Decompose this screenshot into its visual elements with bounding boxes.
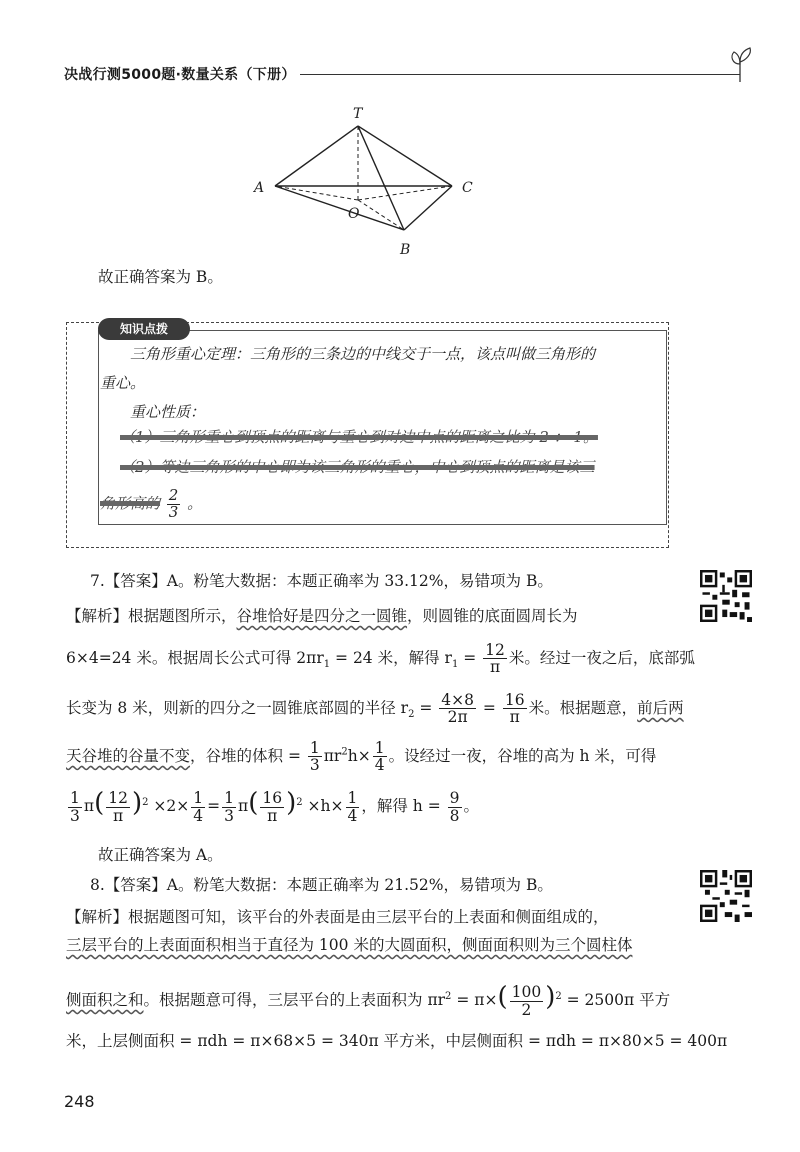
- q7-a3-wavy: 前后两: [637, 698, 684, 717]
- frac-den: 2π: [447, 708, 468, 727]
- frac-den: 4: [374, 756, 385, 775]
- label-a: A: [254, 180, 265, 196]
- q7-a2-sub-2: 1: [451, 658, 459, 670]
- q7-a4a: ，谷堆的体积 =: [190, 746, 306, 765]
- q7-frac-r2b: [503, 692, 527, 726]
- frac-den: π: [509, 708, 520, 727]
- tip-line-6-end: 。: [187, 494, 203, 513]
- frac-num: 12: [485, 641, 505, 659]
- q8-b3b: = π×: [451, 991, 498, 1009]
- edge-ab: [275, 186, 404, 230]
- q7-a3b: =: [414, 698, 438, 717]
- tip-line-6: [100, 488, 202, 521]
- qr-code-icon[interactable]: [700, 870, 752, 922]
- q7-a4-wavy: 天谷堆的谷量不变: [66, 746, 191, 765]
- tip-badge: 知识点拨: [98, 318, 190, 340]
- q7-a2d: 米。经过一夜之后，底部弧: [508, 648, 695, 667]
- q8-b3c: = 2500π 平方: [561, 991, 671, 1009]
- q7-frac-quarter: [373, 740, 387, 774]
- frac-num: 4×8: [441, 691, 474, 709]
- frac-den: 3: [309, 756, 320, 775]
- q8-b2-wavy: 三层平台的上表面面积相当于直径为 100 米的大圆面积，侧面面积则为三个圆柱体: [66, 936, 633, 954]
- edge-tb: [358, 126, 404, 230]
- sprout-icon: [728, 44, 756, 84]
- label-b: B: [400, 242, 411, 258]
- q7-analysis-line-4: 天谷堆的谷量不变，谷堆的体积 = $\frac{1}{3}$ $\pi r^2h\times$ $\frac{1}{4}$ 。设经过一夜，谷堆的高为 h 米，可得: [66, 739, 657, 775]
- q7-a2-sub: 1: [323, 658, 331, 670]
- q7-a1-wavy: 谷堆恰好是四分之一圆锥: [236, 607, 408, 625]
- q7-eq-end: 。: [463, 797, 480, 815]
- tip-line-6-text: 角形高的: [100, 494, 161, 513]
- q8-b3-wavy: 侧面积之和: [66, 991, 144, 1009]
- tip-line-3: 重心性质：: [130, 403, 206, 421]
- frac-num: 16: [504, 691, 525, 709]
- q6-conclusion: 故正确答案为 B。: [98, 268, 223, 286]
- tip-frac-den: 3: [168, 502, 179, 521]
- q7-a2b: = 24 米，解得 r: [330, 648, 452, 667]
- q7-frac-r2a: [439, 692, 476, 726]
- q7-a4d: 。设经过一夜，谷堆的高为 h 米，可得: [388, 746, 657, 765]
- q7-a1b: ，则圆锥的底面圆周长为: [407, 607, 578, 625]
- tip-fraction: [167, 488, 181, 521]
- q8-analysis-line-2: [66, 938, 632, 954]
- q7-a2c: =: [458, 648, 482, 667]
- q7-analysis-line-2: [66, 642, 695, 676]
- q7-eq-text: ，解得 h =: [361, 797, 446, 815]
- q7-a3d: 米。根据题意，: [528, 698, 638, 717]
- q7-a3c: =: [478, 698, 501, 717]
- q8-b3a: 。根据题意可得，三层平台的上表面积为 πr: [143, 991, 446, 1009]
- tip-line-1: 三角形重心定理：三角形的三条边的中线交于一点，该点叫做三角形的: [130, 345, 596, 363]
- q7-frac-third: [308, 740, 322, 774]
- q7-answer: 7.【答案】A。粉笔大数据：本题正确率为 33.12%，易错项为 B。: [90, 572, 553, 590]
- tip-line-5: （2）等边三角形的中心即为该三角形的重心，中心到顶点的距离是该三: [120, 458, 595, 476]
- q7-frac-h: [448, 790, 462, 824]
- pyramid-diagram: [240, 104, 500, 264]
- analysis-tag: 【解析】: [66, 607, 129, 625]
- analysis-tag: 【解析】: [66, 908, 129, 926]
- q7-a2: 6×4=24 米。根据周长公式可得 2πr: [66, 648, 324, 667]
- q8-answer: 8.【答案】A。粉笔大数据：本题正确率为 21.52%，易错项为 B。: [90, 876, 553, 894]
- tip-line-2: 重心。: [100, 374, 146, 392]
- q7-a3: 长变为 8 米，则新的四分之一圆锥底部圆的半径 r: [66, 698, 409, 717]
- edge-bc: [404, 186, 452, 230]
- edge-oc: [358, 186, 452, 200]
- edge-ta: [275, 126, 358, 186]
- q7-a4b: πr: [323, 746, 342, 765]
- tip-frac-num: 2: [168, 486, 179, 504]
- page-number: 248: [64, 1092, 95, 1111]
- q8-frac: [510, 984, 544, 1018]
- q7-a4c: h×: [347, 746, 371, 765]
- label-t: T: [353, 106, 363, 122]
- q8-b1: 根据题图可知，该平台的外表面是由三层平台的上表面和侧面组成的，: [128, 908, 609, 926]
- frac-num: 1: [374, 739, 385, 757]
- edge-tc: [358, 126, 452, 186]
- frac-num: 1: [309, 739, 320, 757]
- q7-analysis-line-1: [66, 609, 578, 625]
- q7-analysis-line-3: [66, 692, 684, 726]
- frac-num: 9: [449, 789, 460, 808]
- frac-den: 8: [449, 806, 460, 825]
- q7-a3-sub: 2: [408, 708, 415, 720]
- frac-den: 2: [521, 1000, 532, 1019]
- q8-analysis-line-4: 米，上层侧面积 = πdh = π×68×5 = 340π 平方米，中层侧面积 = πdh = π×80×5 = 400π: [66, 1032, 728, 1050]
- label-c: C: [462, 180, 473, 196]
- frac-num: 100: [511, 983, 542, 1002]
- label-o: O: [348, 206, 360, 222]
- tip-line-4: （1）三角形重心到顶点的距离与重心到对边中点的距离之比为 2 ： 1。: [120, 428, 598, 446]
- q7-a1a: 根据题图所示，: [128, 607, 237, 625]
- q8-analysis-line-3: 侧面积之和。根据题意可得，三层平台的上表面积为 $\pi r^2 = \pi\times$( $\frac{100}{2}$ )$^2$ = 2500π 平方: [66, 982, 671, 1019]
- q7-equation-line: $\frac{1}{3}$ π( $\frac{12}{\pi}$ )$^2$ ×2× $\frac{1}{4}$ = $\frac{1}{3}$ π( $\frac{16}{\pi}$ )$^2$ ×h× $\frac{1}{4}$ ，解得 h = $\frac{9}{8}$ 。: [70, 788, 480, 825]
- header-rule: [300, 74, 740, 75]
- q7-frac-r1: [483, 642, 507, 676]
- frac-den: π: [489, 658, 501, 677]
- qr-code-icon[interactable]: [700, 570, 752, 622]
- page-header-title: 决战行测5000题·数量关系（下册）: [64, 67, 296, 83]
- q8-analysis-line-1: [66, 910, 609, 926]
- q7-conclusion: 故正确答案为 A。: [98, 846, 223, 864]
- edge-oa: [275, 186, 358, 200]
